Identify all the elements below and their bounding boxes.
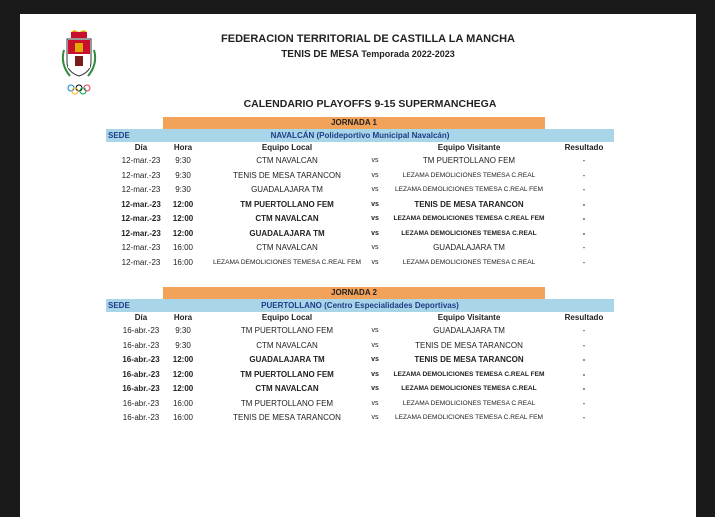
col-hora: Hora xyxy=(173,313,193,322)
match-time: 9:30 xyxy=(175,326,191,335)
match-result: - xyxy=(582,243,586,252)
match-time: 9:30 xyxy=(175,170,191,180)
match-time: 9:30 xyxy=(175,185,191,194)
away-team: TM PUERTOLLANO FEM xyxy=(422,156,516,165)
vs-label: vs xyxy=(371,258,379,266)
match-date: 16-abr.-23 xyxy=(122,369,160,379)
col-hora: Hora xyxy=(173,143,193,152)
col-dia: Día xyxy=(134,143,148,152)
away-team: LEZAMA DEMOLICIONES TEMESA C.REAL FEM xyxy=(394,414,544,421)
match-result: - xyxy=(582,384,586,393)
match-time: 12:00 xyxy=(172,228,194,238)
home-team: LEZAMA DEMOLICIONES TEMESA C.REAL FEM xyxy=(212,258,362,266)
col-resultado: Resultado xyxy=(564,313,604,322)
home-team: TM PUERTOLLANO FEM xyxy=(240,398,334,408)
col-resultado: Resultado xyxy=(564,143,604,152)
match-result: - xyxy=(582,214,586,223)
away-team: LEZAMA DEMOLICIONES TEMESA C.REAL xyxy=(401,385,537,392)
match-result: - xyxy=(582,228,586,238)
away-team: LEZAMA DEMOLICIONES TEMESA C.REAL xyxy=(402,399,536,407)
vs-label: vs xyxy=(371,157,379,164)
sport-name: TENIS DE MESA xyxy=(281,49,359,60)
home-team: CTM NAVALCAN xyxy=(256,340,318,350)
vs-label: vs xyxy=(371,215,379,222)
match-date: 12-mar.-23 xyxy=(121,257,161,267)
home-team: CTM NAVALCAN xyxy=(255,384,319,393)
match-result: - xyxy=(582,369,586,379)
match-result: - xyxy=(582,355,586,364)
match-date: 12-mar.-23 xyxy=(121,228,161,238)
match-row xyxy=(106,256,614,270)
home-team: TM PUERTOLLANO FEM xyxy=(240,369,334,379)
match-row xyxy=(106,411,614,425)
match-result: - xyxy=(582,170,586,180)
sede-venue: PUERTOLLANO (Centro Especialidades Deportivas) xyxy=(261,301,459,310)
match-row xyxy=(106,397,614,411)
match-date: 16-abr.-23 xyxy=(122,384,160,393)
match-row xyxy=(106,212,614,226)
match-row xyxy=(106,339,614,353)
season-label: Temporada 2022-2023 xyxy=(361,49,455,59)
vs-label: vs xyxy=(371,327,379,334)
match-date: 16-abr.-23 xyxy=(122,413,160,422)
match-time: 16:00 xyxy=(172,257,194,267)
home-team: CTM NAVALCAN xyxy=(256,156,318,165)
match-result: - xyxy=(582,340,586,350)
sede-venue: NAVALCÁN (Polideportivo Municipal Navalcán) xyxy=(270,131,450,140)
col-dia: Día xyxy=(134,313,148,322)
match-row xyxy=(106,183,614,197)
match-date: 16-abr.-23 xyxy=(122,340,160,350)
away-team: LEZAMA DEMOLICIONES TEMESA C.REAL xyxy=(402,258,536,266)
vs-label: vs xyxy=(371,399,379,407)
match-time: 12:00 xyxy=(172,199,194,209)
vs-label: vs xyxy=(371,200,379,208)
match-date: 16-abr.-23 xyxy=(122,326,160,335)
match-result: - xyxy=(582,326,586,335)
match-row xyxy=(106,368,614,382)
vs-label: vs xyxy=(371,171,379,179)
match-time: 12:00 xyxy=(172,384,194,393)
vs-label: vs xyxy=(371,385,379,392)
home-team: GUADALAJARA TM xyxy=(249,355,325,364)
col-visitante: Equipo Visitante xyxy=(437,313,501,322)
away-team: LEZAMA DEMOLICIONES TEMESA C.REAL xyxy=(401,229,537,237)
col-local: Equipo Local xyxy=(261,313,313,322)
match-date: 12-mar.-23 xyxy=(121,199,161,209)
federation-crest-logo xyxy=(58,30,100,98)
match-result: - xyxy=(582,185,586,194)
away-team: GUADALAJARA TM xyxy=(433,243,505,252)
match-result: - xyxy=(582,156,586,165)
match-time: 12:00 xyxy=(172,214,194,223)
vs-label: vs xyxy=(371,356,379,363)
away-team: LEZAMA DEMOLICIONES TEMESA C.REAL FEM xyxy=(394,186,544,193)
match-time: 16:00 xyxy=(172,243,194,252)
match-date: 12-mar.-23 xyxy=(121,185,161,194)
home-team: CTM NAVALCAN xyxy=(256,243,318,252)
sede-label: SEDE xyxy=(108,301,130,310)
home-team: TENIS DE MESA TARANCON xyxy=(233,413,341,422)
home-team: TM PUERTOLLANO FEM xyxy=(240,199,334,209)
match-time: 9:30 xyxy=(175,156,191,165)
match-time: 12:00 xyxy=(172,355,194,364)
away-team: LEZAMA DEMOLICIONES TEMESA C.REAL xyxy=(402,171,536,179)
sede-bar xyxy=(106,299,614,312)
home-team: GUADALAJARA TM xyxy=(249,228,325,238)
match-row xyxy=(106,154,614,168)
match-date: 16-abr.-23 xyxy=(122,355,160,364)
home-team: GUADALAJARA TM xyxy=(251,185,323,194)
match-row xyxy=(106,198,614,212)
vs-label: vs xyxy=(371,341,379,349)
match-row xyxy=(106,227,614,241)
match-row xyxy=(106,353,614,367)
away-team: GUADALAJARA TM xyxy=(433,326,505,335)
vs-label: vs xyxy=(371,244,379,251)
match-date: 16-abr.-23 xyxy=(122,398,160,408)
match-result: - xyxy=(582,398,586,408)
match-row xyxy=(106,382,614,396)
match-row xyxy=(106,241,614,255)
vs-label: vs xyxy=(371,229,379,237)
away-team: LEZAMA DEMOLICIONES TEMESA C.REAL FEM xyxy=(393,370,545,378)
away-team: TENIS DE MESA TARANCON xyxy=(414,355,524,364)
match-row xyxy=(106,324,614,338)
federation-title: FEDERACION TERRITORIAL DE CASTILLA LA MANCHA xyxy=(221,33,515,45)
match-result: - xyxy=(582,413,586,422)
match-result: - xyxy=(582,199,586,209)
match-result: - xyxy=(582,257,586,267)
match-time: 9:30 xyxy=(175,340,191,350)
home-team: TM PUERTOLLANO FEM xyxy=(240,326,334,335)
match-date: 12-mar.-23 xyxy=(121,156,161,165)
sport-subtitle xyxy=(218,49,518,60)
col-local: Equipo Local xyxy=(261,143,313,152)
match-time: 16:00 xyxy=(172,398,194,408)
match-date: 12-mar.-23 xyxy=(121,170,161,180)
match-date: 12-mar.-23 xyxy=(121,214,161,223)
away-team: TENIS DE MESA TARANCON xyxy=(414,199,524,209)
col-visitante: Equipo Visitante xyxy=(437,143,501,152)
document-page xyxy=(20,14,696,517)
jornada-header: JORNADA 2 xyxy=(163,287,545,299)
vs-label: vs xyxy=(371,186,379,193)
match-time: 12:00 xyxy=(172,369,194,379)
home-team: CTM NAVALCAN xyxy=(255,214,319,223)
match-time: 16:00 xyxy=(172,413,194,422)
away-team: LEZAMA DEMOLICIONES TEMESA C.REAL FEM xyxy=(393,215,545,222)
away-team: TENIS DE MESA TARANCON xyxy=(415,340,523,350)
vs-label: vs xyxy=(371,370,379,378)
sede-bar xyxy=(106,129,614,142)
vs-label: vs xyxy=(371,414,379,421)
home-team: TENIS DE MESA TARANCON xyxy=(233,170,341,180)
match-row xyxy=(106,169,614,183)
sede-label: SEDE xyxy=(108,131,130,140)
jornada-header: JORNADA 1 xyxy=(163,117,545,129)
calendar-title: CALENDARIO PLAYOFFS 9-15 SUPERMANCHEGA xyxy=(243,98,497,110)
match-date: 12-mar.-23 xyxy=(121,243,161,252)
